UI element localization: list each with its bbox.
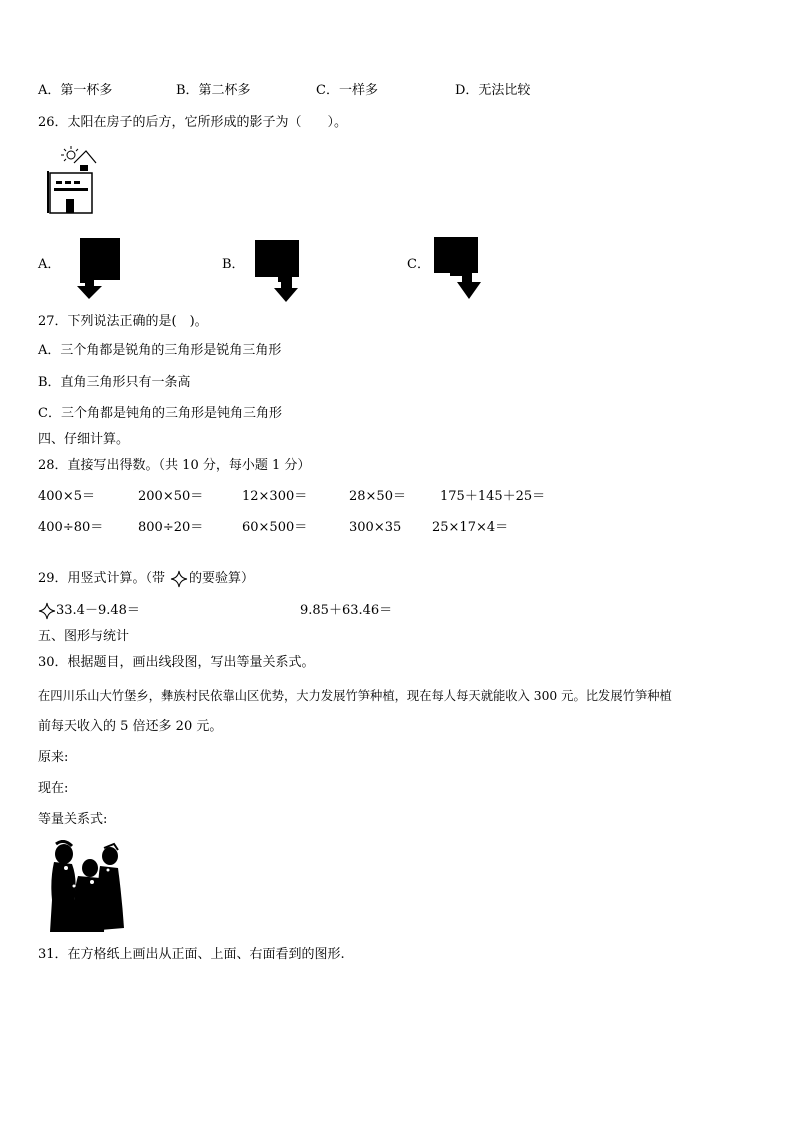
q28-item: 400×5＝ — [38, 489, 95, 504]
q29-question-part2: 的要验算） — [189, 571, 255, 586]
q29-problem-2: 9.85＋63.46＝ — [300, 603, 393, 618]
q28-item: 25×17×4＝ — [432, 520, 509, 535]
house-with-sun-image — [44, 143, 100, 215]
q27-option-c: C．三个角都是钝角的三角形是钝角三角形 — [38, 406, 282, 421]
shadow-option-a-image — [72, 237, 122, 301]
section-five-heading: 五、图形与统计 — [38, 629, 130, 644]
q30-label-relation: 等量关系式: — [38, 812, 108, 827]
q26-question: 26．太阳在房子的后方，它所形成的影子为（ ）。 — [38, 115, 348, 130]
q27-option-a: A．三个角都是锐角的三角形是锐角三角形 — [38, 343, 282, 358]
shadow-option-b-image — [252, 238, 302, 304]
section-four-heading: 四、仔细计算。 — [38, 432, 130, 447]
shadow-option-c-image — [432, 236, 484, 302]
q28-item: 12×300＝ — [242, 489, 308, 504]
q30-story-line2: 前每天收入的 5 倍还多 20 元。 — [38, 719, 223, 734]
q28-item: 200×50＝ — [138, 489, 204, 504]
q28-question: 28．直接写出得数。（共 10 分，每小题 1 分） — [38, 458, 311, 473]
q26-option-a: A． — [38, 257, 61, 272]
q30-story-line1: 在四川乐山大竹堡乡，彝族村民依靠山区优势，大力发展竹笋种植，现在每人每天就能收入 300 元。比发展竹笋种植 — [38, 689, 672, 703]
q25-option-c: C．一样多 — [316, 83, 378, 98]
q28-item: 28×50＝ — [349, 489, 406, 504]
q26-option-b: B． — [222, 257, 245, 272]
q28-item: 60×500＝ — [242, 520, 308, 535]
q26-option-c: C． — [407, 257, 430, 272]
q25-option-b: B．第二杯多 — [176, 83, 251, 98]
q29-problem-1: 33.4－9.48＝ — [56, 603, 140, 618]
q30-label-now: 现在: — [38, 781, 69, 796]
q30-label-before: 原来: — [38, 750, 69, 765]
q25-option-d: D．无法比较 — [455, 83, 531, 98]
verify-star-icon — [170, 570, 188, 588]
q29-question-part1: 29．用竖式计算。（带 — [38, 571, 166, 586]
q28-item: 300×35 — [349, 520, 402, 535]
people-silhouette-image — [44, 840, 128, 934]
q27-option-b: B．直角三角形只有一条高 — [38, 375, 191, 390]
q30-question: 30．根据题目，画出线段图，写出等量关系式。 — [38, 655, 315, 670]
q28-item: 800÷20＝ — [138, 520, 204, 535]
verify-star-icon — [38, 602, 56, 620]
q28-item: 400÷80＝ — [38, 520, 104, 535]
q31-question: 31．在方格纸上画出从正面、上面、右面看到的图形. — [38, 947, 345, 962]
q27-question: 27．下列说法正确的是( )。 — [38, 314, 208, 329]
q28-item: 175＋145＋25＝ — [440, 489, 546, 504]
q25-option-a: A．第一杯多 — [38, 83, 113, 98]
